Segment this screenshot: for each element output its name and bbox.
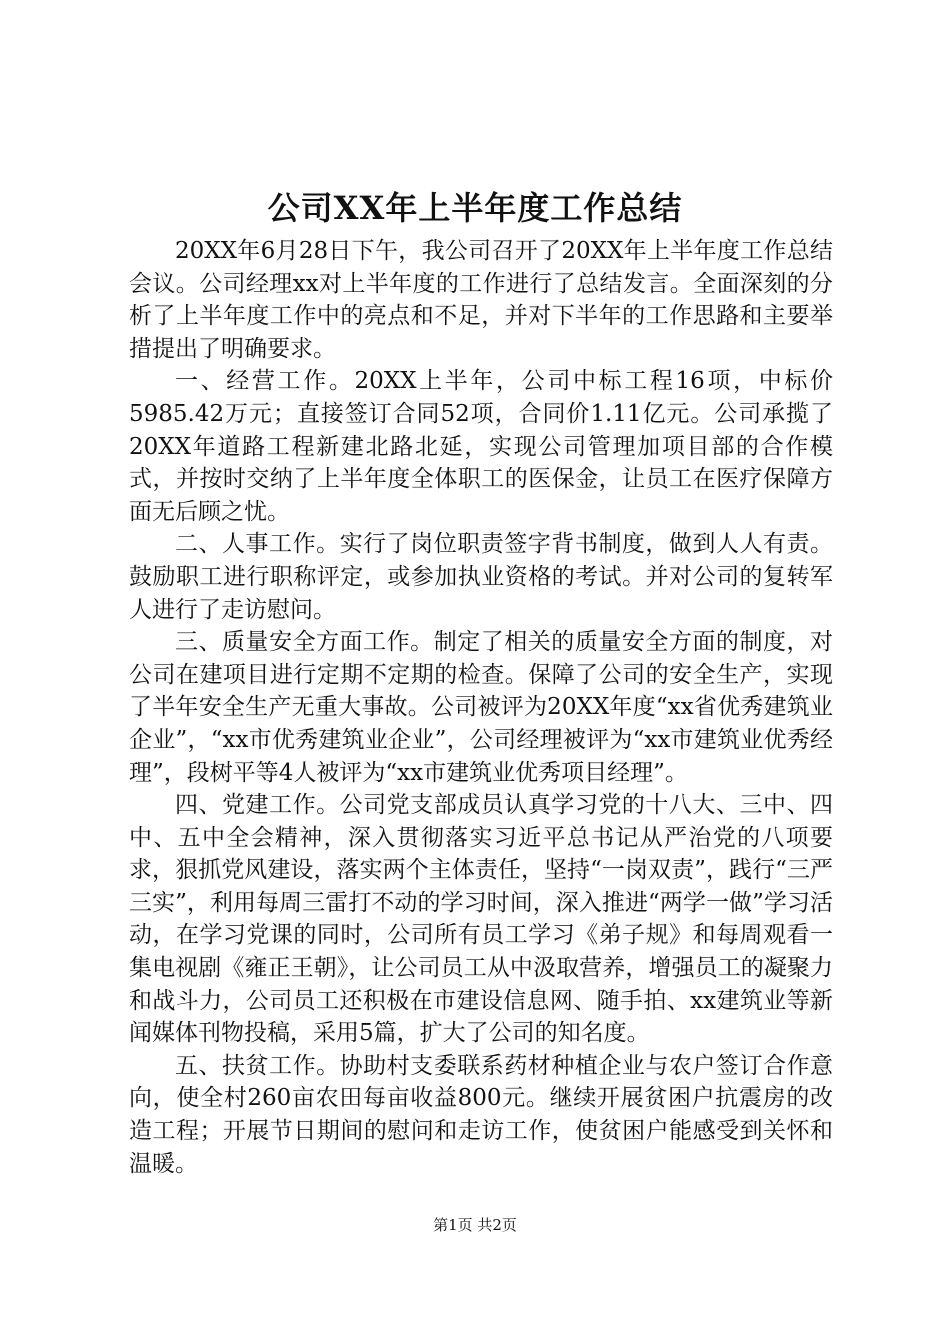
paragraph-personnel: 二、人事工作。实行了岗位职责签字背书制度，做到人人有责。鼓励职工进行职称评定，或参加执业资格的考试。并对公司的复转军人进行了走访慰问。 [129,531,833,623]
paragraph-quality-safety: 三、质量安全方面工作。制定了相关的质量安全方面的制度，对公司在建项目进行定期不定期的检查。保障了公司的安全生产，实现了半年安全生产无重大事故。公司被评为20XX年度“xx省优秀建筑业企业”，“xx市优秀建筑业企业”，公司经理被评为“xx市建筑业优秀经理”，段树平等4人被评为“xx市建筑业优秀项目经理”。 [129,629,833,786]
document-title: 公司XX年上半年度工作总结 [267,189,683,227]
paragraph-business: 一、经营工作。20XX上半年，公司中标工程16项，中标价5985.42万元；直接签订合同52项，合同价1.11亿元。公司承揽了20XX年道路工程新建北路北延，实现公司管理加项目部的合作模式，并按时交纳了上半年度全体职工的医保金，让员工在医疗保障方面无后顾之忧。 [129,368,833,525]
paragraph-party-building: 四、党建工作。公司党支部成员认真学习党的十八大、三中、四中、五中全会精神，深入贯彻落实习近平总书记从严治党的八项要求，狠抓党风建设，落实两个主体责任，坚持“一岗双责”，践行“三严三实”，利用每周三雷打不动的学习时间，深入推进“两学一做”学习活动，在学习党课的同时，公司所有员工学习《弟子规》和每周观看一集电视剧《雍正王朝》，让公司员工从中汲取营养，增强员工的凝聚力和战斗力，公司员工还积极在市建设信息网、随手拍、xx建筑业等新闻媒体刊物投稿，采用5篇，扩大了公司的知名度。 [129,792,833,1047]
paragraph-poverty-relief: 五、扶贫工作。协助村支委联系药材种植企业与农户签订合作意向，使全村260亩农田每亩收益800元。继续开展贫困户抗震房的改造工程；开展节日期间的慰问和走访工作，使贫困户能感受到关怀和温暖。 [129,1052,833,1177]
page-footer: 第1页 共2页 [433,1216,517,1234]
paragraph-intro: 20XX年6月28日下午，我公司召开了20XX年上半年度工作总结会议。公司经理xx对上半年度的工作进行了总结发言。全面深刻的分析了上半年度工作中的亮点和不足，并对下半年的工作思路和主要举措提出了明确要求。 [129,238,833,362]
document-body [129,235,833,1180]
